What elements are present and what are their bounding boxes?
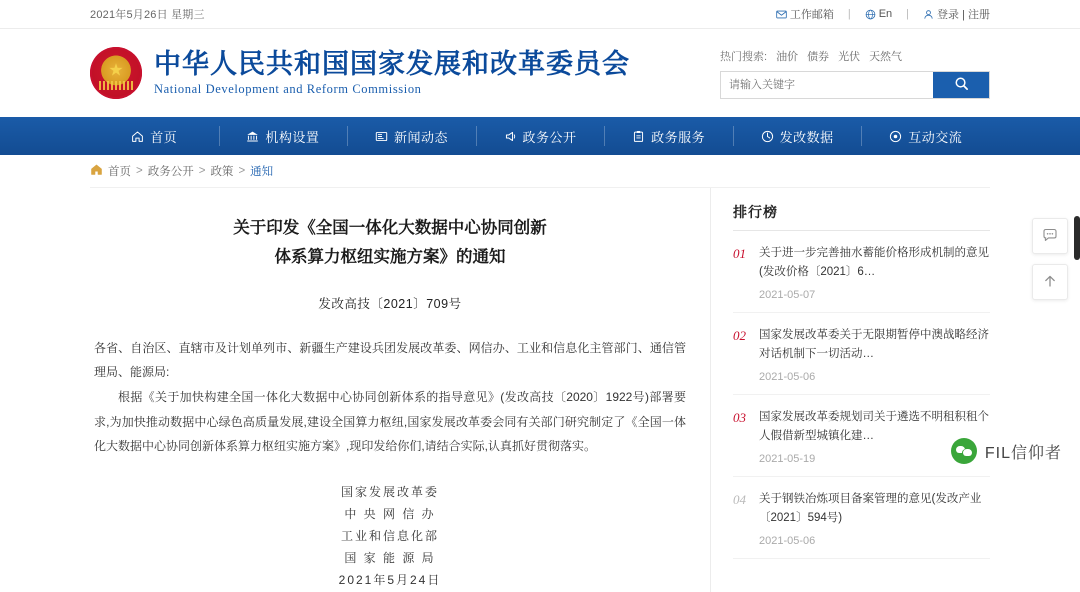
nav-item-home[interactable] — [90, 117, 219, 155]
nav-label-news: 新闻动态 — [393, 129, 448, 145]
nav-item-news[interactable] — [347, 117, 476, 155]
nav-item-interaction[interactable] — [861, 117, 990, 155]
rank-text[interactable]: 关于进一步完善抽水蓄能价格形成机制的意见(发改价格〔2021〕6… — [759, 247, 989, 278]
chat-icon — [889, 130, 902, 143]
nav-item-org[interactable] — [219, 117, 348, 155]
rank-date: 2021-05-06 — [759, 534, 816, 547]
rank-body — [759, 244, 990, 301]
search-icon — [954, 76, 969, 94]
breadcrumb-item-1[interactable]: 政务公开 — [147, 166, 194, 178]
rank-text[interactable]: 关于钢铁冶炼项目备案管理的意见(发改产业〔2021〕594号) — [759, 492, 982, 524]
nav-label-gov-open: 政务公开 — [522, 129, 577, 145]
globe-icon — [865, 9, 876, 20]
top-links-separator-2: | — [906, 8, 910, 20]
current-date: 2021年5月26日 星期三 — [90, 9, 205, 21]
document-title-line1: 关于印发《全国一体化大数据中心协同创新 — [233, 218, 547, 237]
nav-label-home: 首页 — [150, 129, 178, 145]
rank-number: 04 — [733, 491, 746, 507]
nav-label-gov-service: 政务服务 — [651, 129, 706, 145]
search-button[interactable] — [933, 72, 989, 98]
language-link[interactable] — [865, 8, 892, 20]
language-label: En — [878, 8, 893, 20]
signature-date: 2021年5月24日 — [338, 573, 442, 588]
hot-search-label: 热门搜索: — [720, 50, 768, 63]
document-body — [94, 336, 686, 459]
top-utility-bar — [0, 0, 1080, 29]
clipboard-icon — [632, 130, 645, 143]
brand-block[interactable] — [90, 47, 630, 99]
breadcrumb — [90, 155, 990, 188]
rank-date: 2021-05-06 — [759, 370, 816, 383]
top-links — [776, 6, 990, 22]
hot-search-item-0[interactable]: 油价 — [776, 50, 799, 63]
search-row — [720, 71, 990, 99]
rank-number: 02 — [733, 327, 746, 343]
work-mail-link[interactable] — [776, 6, 834, 22]
document-column — [90, 188, 710, 592]
search-block — [720, 48, 990, 99]
top-utility-inner — [90, 6, 990, 22]
login-register-link[interactable] — [923, 6, 990, 22]
nav-item-gov-service[interactable] — [604, 117, 733, 155]
login-register-label: 登录 | 注册 — [937, 9, 990, 21]
back-to-top-button[interactable] — [1032, 264, 1068, 300]
list-item[interactable] — [733, 395, 990, 477]
rank-date: 2021-05-07 — [759, 288, 816, 301]
nav-item-gov-open[interactable] — [476, 117, 605, 155]
home-icon[interactable] — [90, 163, 103, 179]
feedback-button[interactable] — [1032, 218, 1068, 254]
nav-label-interaction: 互动交流 — [908, 129, 963, 145]
brand-text — [154, 50, 630, 95]
document-paragraph-1: 根据《关于加快构建全国一体化大数据中心协同创新体系的指导意见》(发改高技〔2020〕1922号)部署要求,为加快推动数据中心绿色高质量发展,建设全国算力枢纽,国家发展改革委会同有关部门研究制定了《全国一体化大数据中心协同创新体系算力枢纽实施方案》,现印发给你们,请结合实际,认真抓好贯彻落实。 — [94, 389, 686, 454]
signature-line-2: 工业和信息化部 — [340, 529, 439, 544]
site-header-inner — [90, 29, 990, 117]
breadcrumb-item-2[interactable]: 政策 — [210, 166, 234, 178]
ranking-sidebar — [710, 188, 990, 592]
document-signature — [94, 481, 686, 592]
news-icon — [375, 130, 388, 143]
hot-search-line — [720, 48, 990, 64]
list-item[interactable] — [733, 477, 990, 559]
chat-bubble-icon — [1042, 227, 1058, 246]
content-area — [90, 188, 990, 592]
hot-search-item-2[interactable]: 光伏 — [838, 50, 861, 63]
rank-body — [759, 490, 990, 547]
signature-line-3: 国 家 能 源 局 — [344, 551, 436, 566]
site-header — [0, 29, 1080, 117]
breadcrumb-separator-2: > — [238, 165, 246, 177]
brand-title-en: National Development and Reform Commission — [154, 81, 422, 96]
floating-toolbar — [1032, 218, 1066, 310]
breadcrumb-item-3[interactable]: 通知 — [250, 166, 274, 178]
rank-date: 2021-05-19 — [759, 452, 816, 465]
rank-text[interactable]: 国家发展改革委关于无限期暂停中澳战略经济对话机制下一切活动… — [759, 328, 989, 360]
document-title — [94, 214, 686, 272]
megaphone-icon — [504, 130, 517, 143]
search-input[interactable] — [721, 72, 933, 98]
wechat-icon — [951, 438, 977, 464]
scrollbar-thumb[interactable] — [1074, 216, 1080, 260]
main-nav-inner — [90, 117, 990, 155]
rank-number: 01 — [733, 246, 746, 261]
top-links-separator-1: | — [847, 8, 851, 20]
watermark — [951, 438, 1062, 464]
bank-icon — [246, 130, 259, 143]
document-title-line2: 体系算力枢纽实施方案》的通知 — [274, 246, 506, 266]
nav-label-data: 发改数据 — [779, 129, 834, 145]
user-icon — [923, 9, 934, 20]
document-paragraph-0: 各省、自治区、直辖市及计划单列市、新疆生产建设兵团发展改革委、网信办、工业和信息化主管部门、通信管理局、能源局: — [94, 340, 686, 380]
national-emblem-icon — [90, 47, 142, 99]
breadcrumb-separator-1: > — [198, 165, 206, 177]
breadcrumb-item-0[interactable]: 首页 — [108, 166, 131, 178]
rank-body — [759, 326, 990, 383]
mail-icon — [776, 9, 787, 20]
nav-label-org: 机构设置 — [265, 129, 320, 145]
rank-number: 03 — [733, 409, 746, 425]
nav-item-data[interactable] — [733, 117, 862, 155]
rank-text[interactable]: 国家发展改革委规划司关于遴选不明租积租个人假借新型城镇化建… — [759, 410, 989, 442]
breadcrumb-separator-0: > — [136, 165, 143, 177]
document-number: 发改高技〔2021〕709号 — [318, 296, 462, 311]
signature-line-0: 国家发展改革委 — [340, 484, 439, 499]
list-item[interactable] — [733, 313, 990, 395]
work-mail-label: 工作邮箱 — [789, 9, 834, 21]
hot-search-item-1[interactable]: 债券 — [807, 50, 830, 63]
arrow-up-icon — [1042, 273, 1058, 292]
ranking-title: 排行榜 — [733, 202, 990, 231]
home-icon — [131, 130, 144, 143]
watermark-text: FIL信仰者 — [984, 444, 1062, 462]
main-nav — [0, 117, 1080, 155]
signature-line-1: 中 央 网 信 办 — [344, 506, 436, 521]
hot-search-item-3[interactable]: 天然气 — [869, 50, 903, 63]
list-item[interactable] — [733, 231, 990, 313]
brand-title-cn: 中华人民共和国国家发展和改革委员会 — [154, 49, 630, 80]
chart-icon — [761, 130, 774, 143]
